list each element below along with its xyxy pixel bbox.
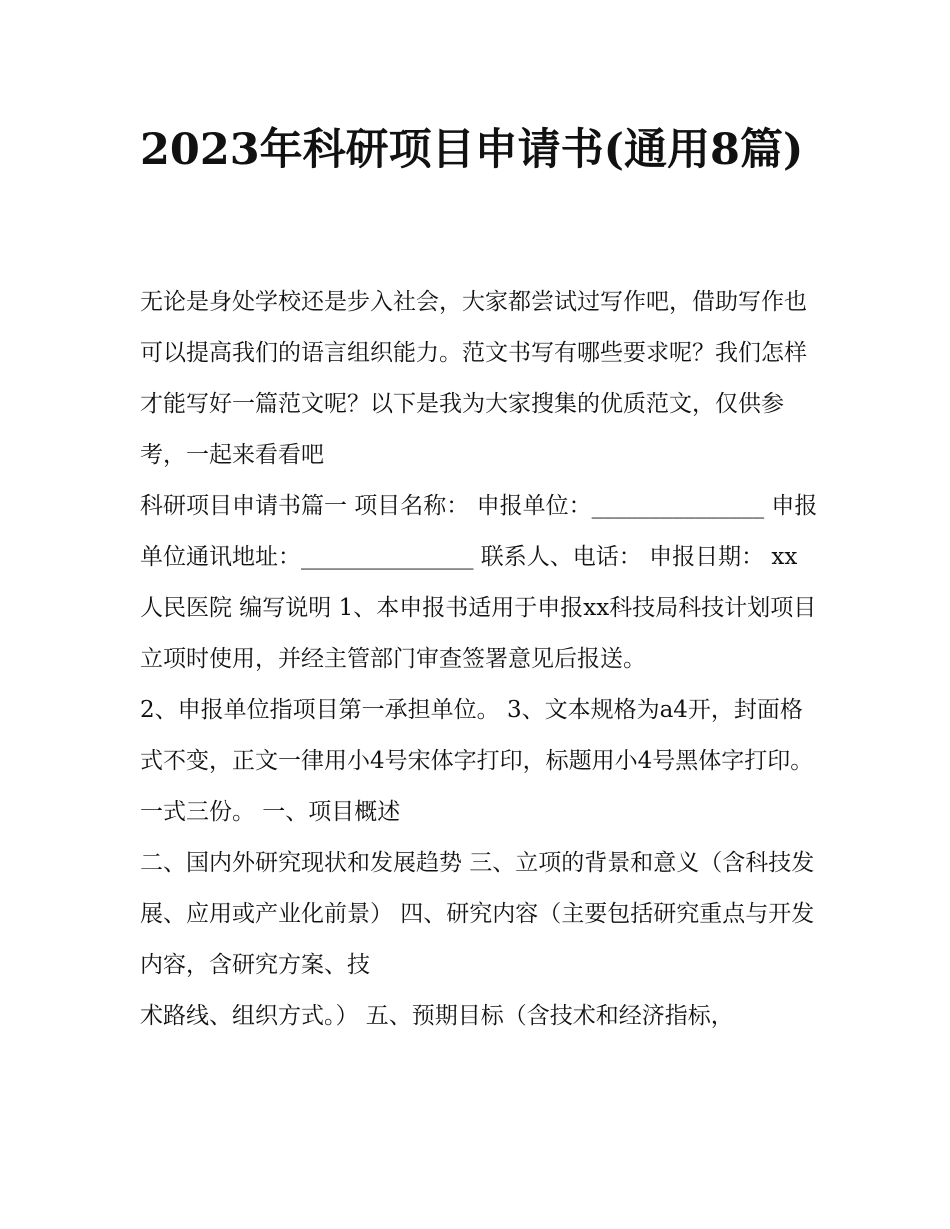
document-title: 2023年科研项目申请书(通用8篇): [140, 125, 804, 175]
paragraph-format-notes: 2、申报单位指项目第一承担单位。 3、文本规格为a4开，封面格式不变，正文一律用小4号宋体字打印，标题用小4号黑体字打印。一式三份。 一、项目概述: [140, 697, 814, 825]
paragraph-outline-sections: 二、国内外研究现状和发展趋势 三、立项的背景和意义（含科技发展、应用或产业化前景） 四、研究内容（主要包括研究重点与开发内容，含研究方案、技: [140, 850, 815, 978]
paragraph-application-info: 科研项目申请书篇一 项目名称： 申报单位：_______________ 申报单位通讯地址：_______________ 联系人、电话： 申报日期： xx人民医院 编写说明 1、本申报书适用于申报xx科技局科技计划项目立项时使用，并经主管部门审查签署意见后报送。: [140, 493, 818, 672]
paragraph-outline-continued: 术路线、组织方式。） 五、预期目标（含技术和经济指标，: [140, 1003, 734, 1029]
paragraph-intro: 无论是身处学校还是步入社会，大家都尝试过写作吧，借助写作也可以提高我们的语言组织能力。范文书写有哪些要求呢？我们怎样才能写好一篇范文呢？以下是我为大家搜集的优质范文，仅供参考，一起来看看吧: [140, 289, 807, 468]
document-body: [140, 277, 820, 1042]
